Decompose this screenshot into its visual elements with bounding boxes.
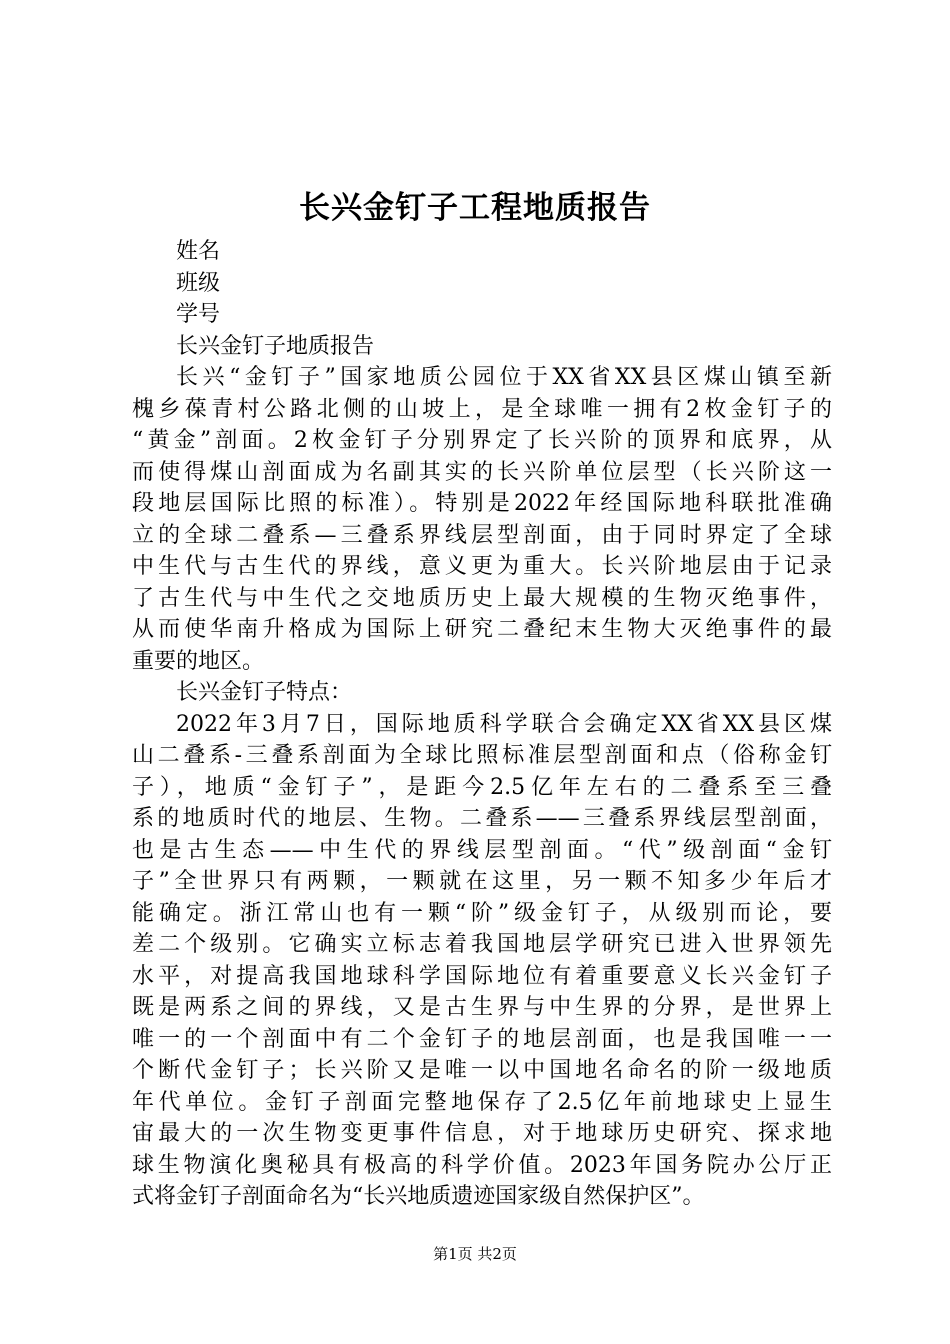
paragraph-line: 2022年3月7日，国际地质科学联合会确定XX省XX县区煤 [176, 711, 832, 737]
field-student-id-label: 学号 [176, 302, 221, 327]
paragraph-line: “黄金”剖面。2枚金钉子分别界定了长兴阶的顶界和底界，从 [132, 428, 832, 453]
paragraph-line: 山二叠系-三叠系剖面为全球比照标准层型剖面和点（俗称金钉 [132, 743, 832, 768]
paragraph-line: 水平，对提高我国地球科学国际地位有着重要意义长兴金钉子 [132, 963, 832, 989]
paragraph-line: 唯一的一个剖面中有二个金钉子的地层剖面，也是我国唯一一 [132, 1026, 832, 1052]
paragraph-line: 槐乡葆青村公路北侧的山坡上，是全球唯一拥有2枚金钉子的 [132, 396, 832, 422]
paragraph-line: 差二个级别。它确实立标志着我国地层学研究已进入世界领先 [132, 932, 832, 957]
paragraph-line: 子），地质“金钉子”，是距今2.5亿年左右的二叠系至三叠 [132, 774, 832, 800]
paragraph-line: 系的地质时代的地层、生物。二叠系——三叠系界线层型剖面， [132, 806, 832, 831]
paragraph-intro [132, 362, 832, 677]
paragraph-line: 段地层国际比照的标准）。特别是2022年经国际地科联批准确 [132, 491, 832, 516]
paragraph-line: 既是两系之间的界线，又是古生界与中生界的分界，是世界上 [132, 995, 832, 1020]
report-subtitle: 长兴金钉子地质报告 [176, 333, 375, 359]
paragraph-line: 个断代金钉子；长兴阶又是唯一以中国地名命名的阶一级地质 [132, 1058, 832, 1083]
field-name-label: 姓名 [176, 239, 221, 264]
paragraph-line: 子”全世界只有两颗，一颗就在这里，另一颗不知多少年后才 [132, 869, 832, 894]
page-number-footer: 第1页 共2页 [433, 1245, 517, 1263]
paragraph-line: 宙最大的一次生物变更事件信息，对于地球历史研究、探求地 [132, 1121, 832, 1146]
paragraph-line: 而使得煤山剖面成为名副其实的长兴阶单位层型（长兴阶这一 [132, 459, 832, 485]
paragraph-line: 了古生代与中生代之交地质历史上最大规模的生物灭绝事件， [132, 585, 832, 611]
features-heading: 长兴金钉子特点： [176, 680, 353, 705]
paragraph-line: 年代单位。金钉子剖面完整地保存了2.5亿年前地球史上显生 [132, 1089, 832, 1115]
paragraph-line: 式将金钉子剖面命名为“长兴地质遗迹国家级自然保护区”。 [132, 1184, 705, 1209]
field-class-label: 班级 [176, 270, 221, 296]
document-body [132, 236, 832, 1213]
paragraph-line: 立的全球二叠系—三叠系界线层型剖面，由于同时界定了全球 [132, 522, 832, 548]
paragraph-line: 重要的地区。 [132, 648, 265, 674]
paragraph-line: 长兴“金钉子”国家地质公园位于XX省XX县区煤山镇至新 [176, 365, 832, 390]
document-title: 长兴金钉子工程地质报告 [299, 190, 651, 226]
paragraph-features [132, 709, 832, 1213]
paragraph-line: 中生代与古生代的界线，意义更为重大。长兴阶地层由于记录 [132, 554, 832, 579]
paragraph-line: 从而使华南升格成为国际上研究二叠纪末生物大灭绝事件的最 [132, 617, 832, 642]
paragraph-line: 也是古生态——中生代的界线层型剖面。“代”级剖面“金钉 [132, 837, 832, 863]
paragraph-line: 能确定。浙江常山也有一颗“阶”级金钉子，从级别而论，要 [132, 900, 832, 926]
paragraph-line: 球生物演化奥秘具有极高的科学价值。2023年国务院办公厅正 [132, 1152, 832, 1178]
